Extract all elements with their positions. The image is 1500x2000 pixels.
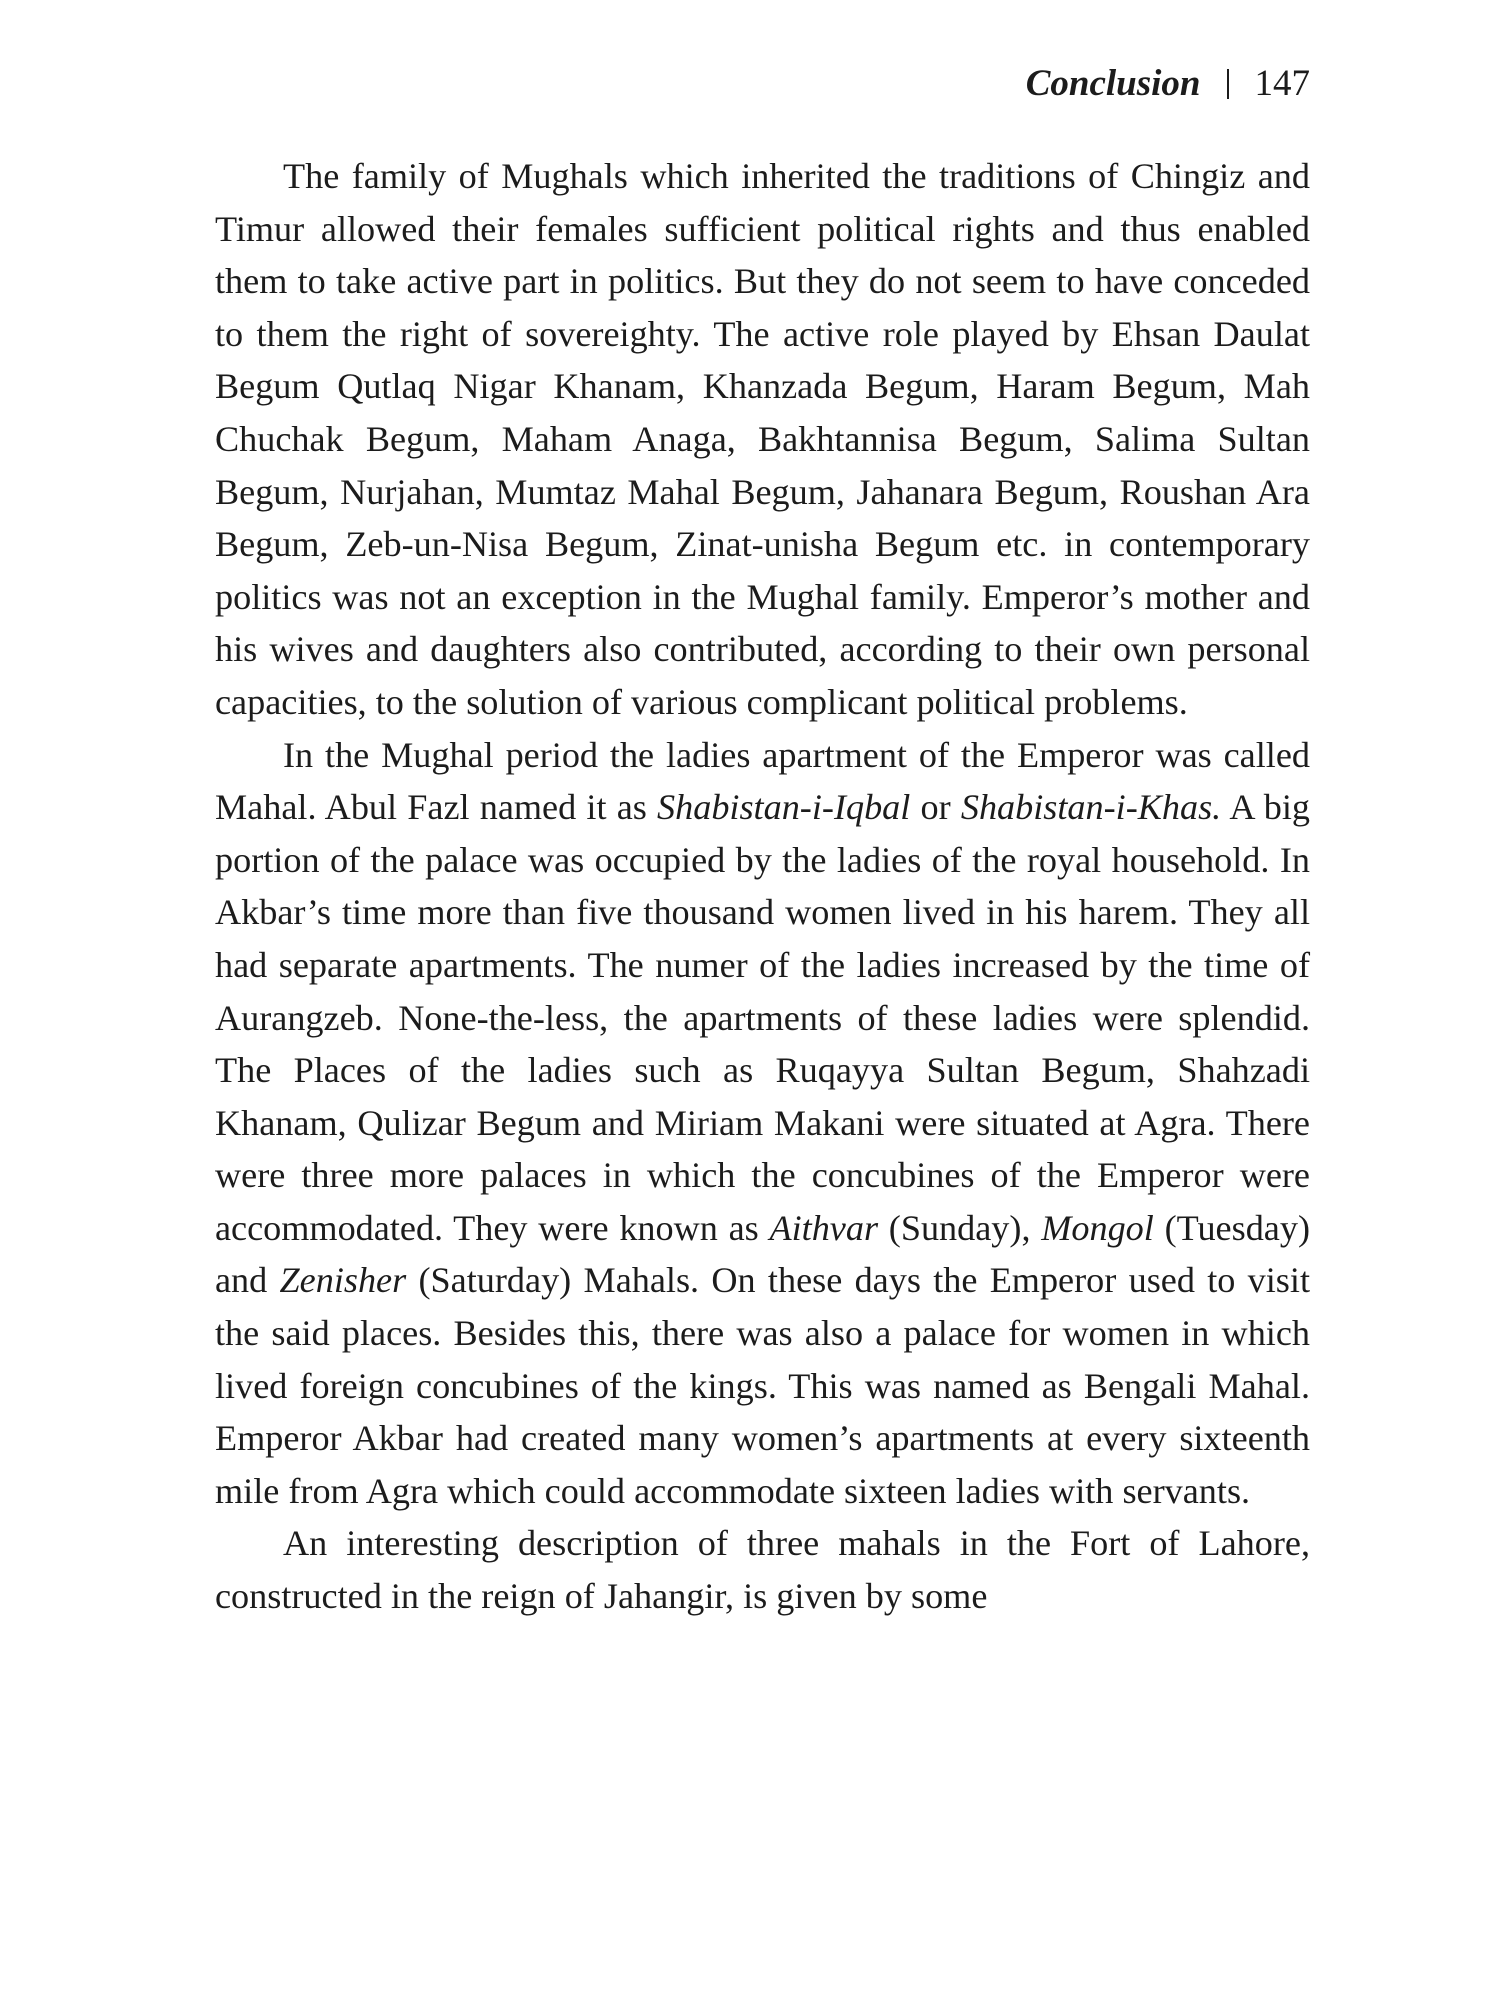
paragraph-text: In the Mughal period the ladies apartment of the Emperor was called Mahal. Abul Fazl named it as [215,734,1310,828]
paragraph-text: A big portion of the palace was occupied by the ladies of the royal household. In Akbar’s time more than five thousand women lived in his harem. They all had separate apartments. The numer of the ladies increased by the time of Aurangzeb. None-the-less, the apartments of these ladies were splendid. The Places of the ladies such as Ruqayya Sultan Begum, Shahzadi Khanam, Qulizar Begum and Miriam Makani were situated at Agra. There were three more palaces in which the concubines of the Emperor were accommodated. They were known as [215,787,1310,1248]
paragraph-ladies-apartments [215,729,1310,1518]
paragraph-text: (Sunday), [878,1207,1042,1248]
header-divider [1227,69,1229,99]
paragraph-mughal-women-politics [215,150,1310,729]
section-title: Conclusion [1025,63,1201,104]
running-head [1026,62,1310,106]
term-aithvar: Aithvar [769,1207,879,1248]
term-shabistan-i-khas: Shabistan-i-Khas. [960,787,1222,828]
page-number: 147 [1254,63,1310,104]
term-shabistan-i-iqbal: Shabistan-i-Iqbal [657,787,911,828]
paragraph-text: An interesting description of three mahals in the Fort of Lahore, constructed in the reign of Jahangir, is given by some [215,1523,1310,1617]
term-zenisher: Zenisher [279,1260,407,1301]
paragraph-text: (Saturday) Mahals. On these days the Emperor used to visit the said places. Besides this, there was also a palace for women in which lived foreign concubines of the kings. This was named as Bengali Mahal. Emperor Akbar had created many women’s apartments at every sixteenth mile from Agra which could accommodate sixteen ladies with servants. [215,1260,1311,1511]
paragraph-text: The family of Mughals which inherited the traditions of Chingiz and Timur allowed their females sufficient political rights and thus enabled them to take active part in politics. But they do not seem to have conceded to them the right of sovereighty. The active role played by Ehsan Daulat Begum Qutlaq Nigar Khanam, Khanzada Begum, Haram Begum, Mah Chuchak Begum, Maham Anaga, Bakhtannisa Begum, Salima Sultan Begum, Nurjahan, Mumtaz Mahal Begum, Jahanara Begum, Roushan Ara Begum, Zeb-un-Nisa Begum, Zinat-unisha Begum etc. in contemporary politics was not an exception in the Mughal family. Emperor’s mother and his wives and daughters also contributed, according to their own personal capacities, to the solution of various complicant political problems. [215,156,1310,722]
term-mongol: Mongol [1041,1207,1154,1248]
paragraph-text: or [910,787,961,828]
paragraph-lahore-fort [215,1517,1310,1622]
body-text [215,150,1310,1623]
paragraph-text: (Tuesday) and [215,1207,1310,1301]
